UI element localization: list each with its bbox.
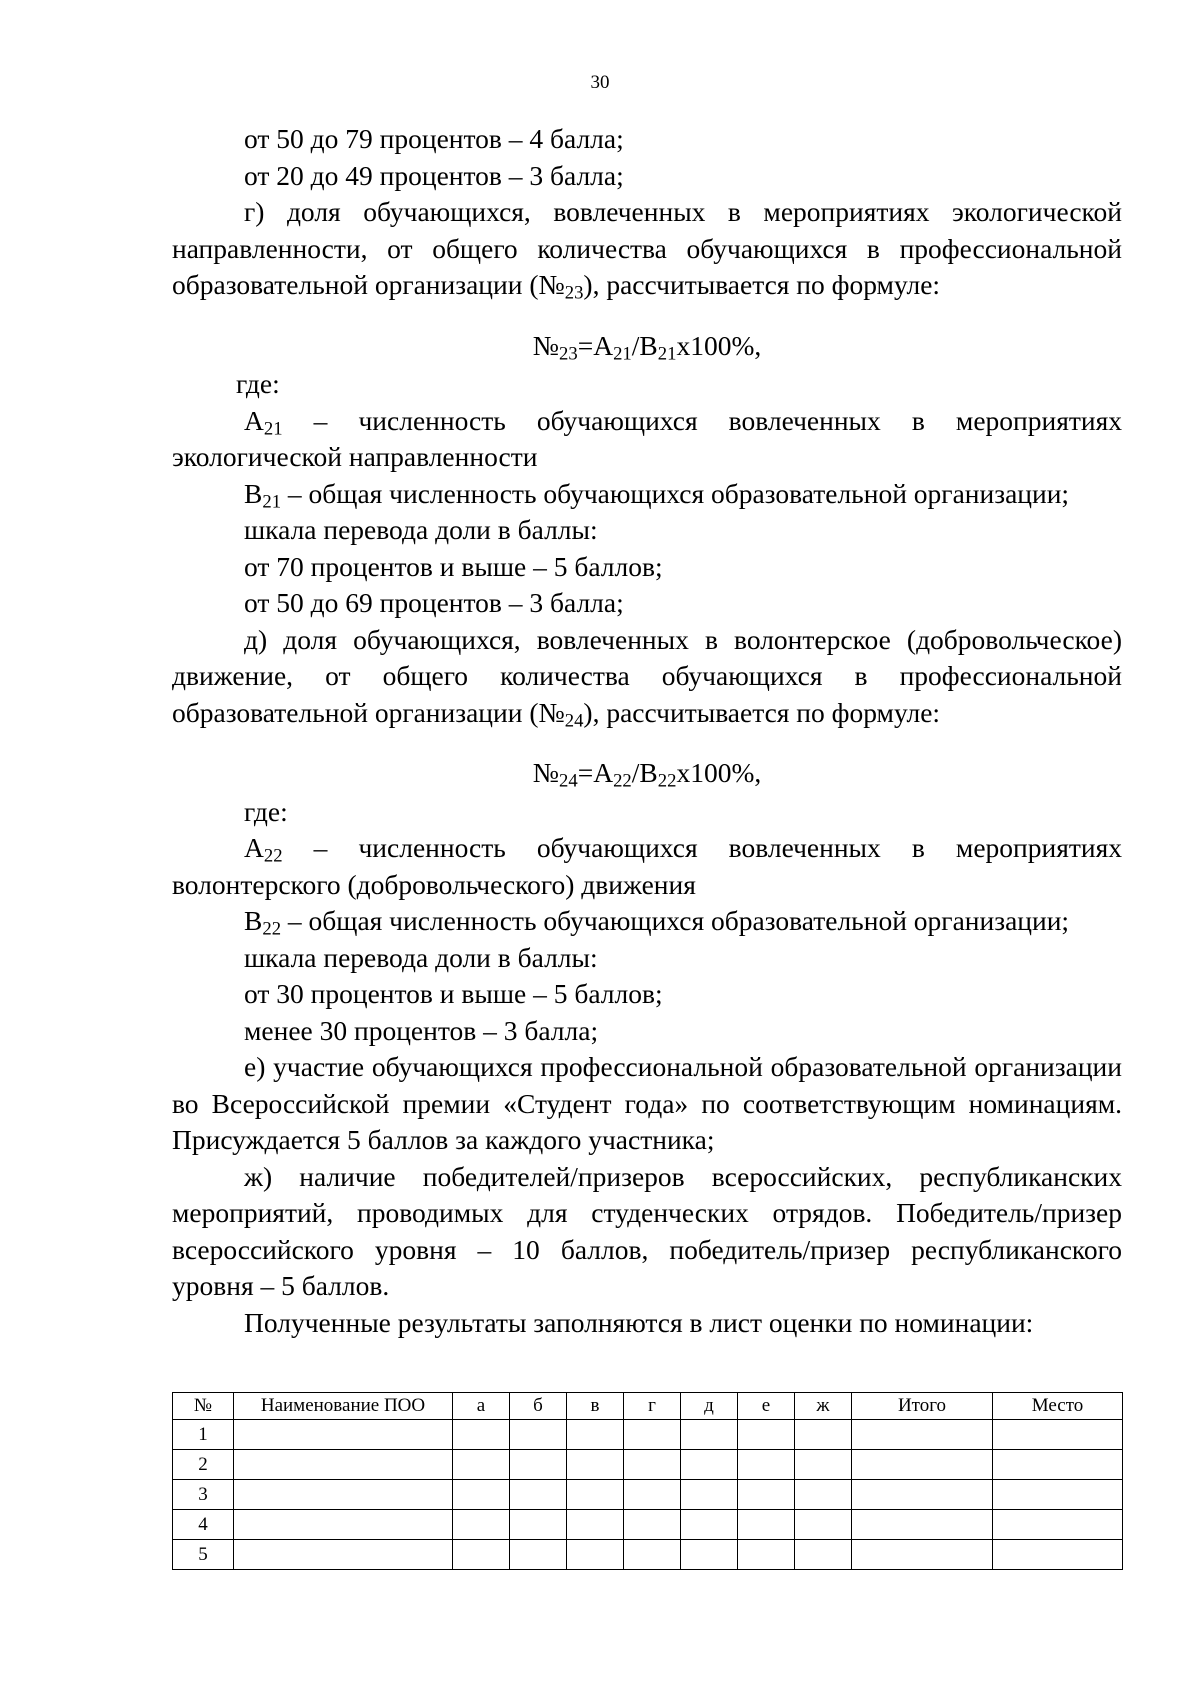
- scale-heading: шкала перевода доли в баллы:: [244, 941, 598, 973]
- paragraph-e: е) участие обучающихся профессиональной образовательной организации во Всероссийской премии «Студент года» по соответствующим номинациям. Присуждается 5 баллов за каждого участника;: [172, 1051, 1122, 1155]
- document-body: [172, 121, 1122, 1341]
- definition-b22: $B_{22}$ – общая численность обучающихся образовательной организации;: [244, 905, 1070, 940]
- scale-line: от 70 процентов и выше – 5 баллов;: [244, 550, 663, 582]
- scale-heading: шкала перевода доли в баллы:: [244, 514, 598, 545]
- header-a: а: [453, 1393, 510, 1420]
- header-place: Место: [993, 1393, 1123, 1420]
- formula-n23: $№_{23}=A_{21}/B_{21}x100\%$,: [532, 329, 762, 365]
- page-number: 30: [590, 72, 610, 93]
- table-row: [173, 1510, 1123, 1540]
- definition-a21: $A_{21}$ – численность обучающихся вовлеченных в мероприятиях экологической направленности: [172, 404, 1122, 472]
- table-row: [173, 1450, 1123, 1480]
- header-d: д: [681, 1393, 738, 1420]
- scale-line: от 20 до 49 процентов – 3 балла;: [244, 159, 624, 191]
- scale-line: менее 30 процентов – 3 балла;: [244, 1014, 599, 1046]
- row-number: 2: [173, 1450, 234, 1480]
- row-number: 5: [173, 1540, 234, 1570]
- definition-a22: $A_{22}$ – численность обучающихся вовлеченных в мероприятиях волонтерского (добровольческого) движения: [172, 832, 1122, 900]
- evaluation-table-wrapper: [172, 1392, 1122, 1570]
- paragraph-d: д) доля обучающихся, вовлеченных в волонтерское (добровольческое) движение, от общего количества обучающихся в профессиональной образовательной организации $(№_{24})$, рассчитывается по формуле:: [172, 623, 1122, 732]
- where-label: где:: [244, 795, 288, 827]
- header-zh: ж: [795, 1393, 852, 1420]
- table-header-row: [173, 1393, 1123, 1420]
- header-v: в: [567, 1393, 624, 1420]
- definition-b21: $B_{21}$ – общая численность обучающихся образовательной организации;: [244, 477, 1070, 513]
- table-row: [173, 1540, 1123, 1570]
- scale-line: от 30 процентов и выше – 5 баллов;: [244, 978, 663, 1009]
- scale-line: от 50 до 79 процентов – 4 балла;: [244, 123, 624, 154]
- row-number: 1: [173, 1420, 234, 1450]
- header-b: б: [510, 1393, 567, 1420]
- table-row: [173, 1480, 1123, 1510]
- scale-line: от 50 до 69 процентов – 3 балла;: [244, 587, 624, 618]
- row-number: 4: [173, 1510, 234, 1540]
- header-e: е: [738, 1393, 795, 1420]
- header-g: г: [624, 1393, 681, 1420]
- header-number: №: [173, 1393, 234, 1420]
- header-name: Наименование ПОО: [234, 1393, 453, 1420]
- formula-n24: $№_{24}=A_{22}/B_{22}x100\%$,: [532, 757, 762, 792]
- paragraph-zh: ж) наличие победителей/призеров всероссийских, республиканских мероприятий, проводимых для студенческих отрядов. Победитель/призер всероссийского уровня – 10 баллов, победитель/призер республиканского уровня – 5 баллов.: [172, 1160, 1122, 1301]
- results-line: Полученные результаты заполняются в лист оценки по номинации:: [244, 1306, 1034, 1338]
- row-number: 3: [173, 1480, 234, 1510]
- paragraph-g: г) доля обучающихся, вовлеченных в мероприятиях экологической направленности, от общего количества обучающихся в профессиональной образовательной организации $(№_{23})$, рассчитывается по формуле:: [172, 196, 1122, 304]
- header-total: Итого: [852, 1393, 993, 1420]
- where-label: где:: [236, 368, 280, 399]
- table-row: [173, 1420, 1123, 1450]
- evaluation-table: [172, 1392, 1123, 1570]
